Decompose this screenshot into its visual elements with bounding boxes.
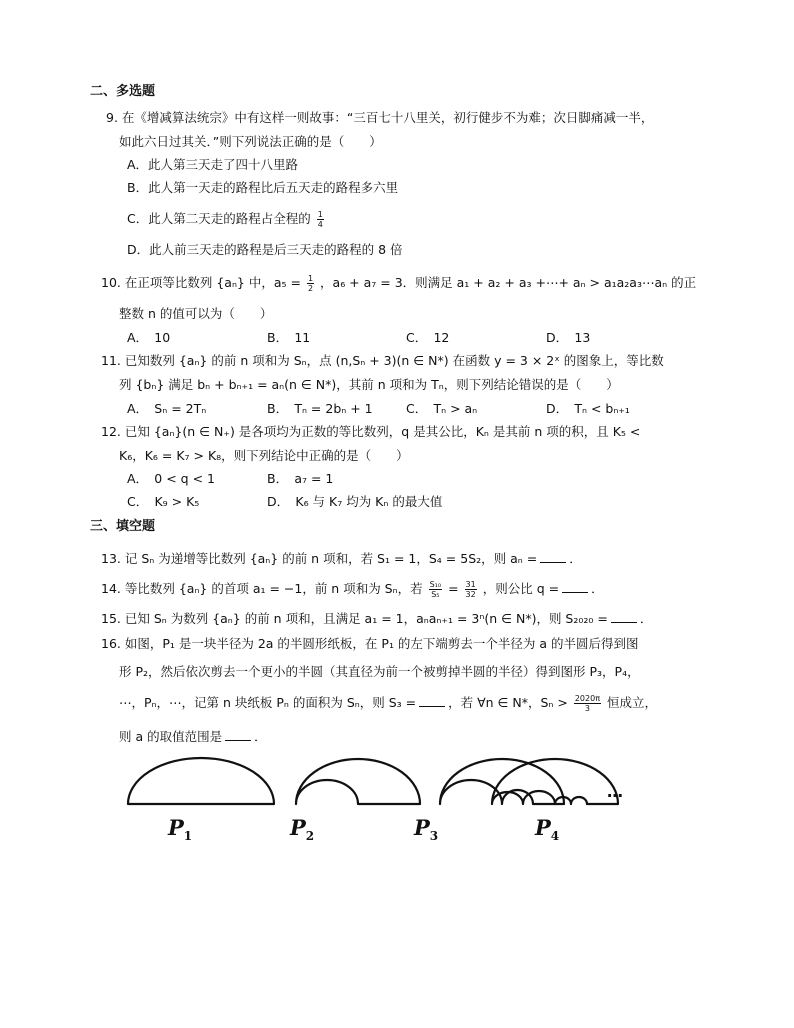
figure-ellipsis: ⋯ — [607, 786, 624, 805]
q13-text: 13. 记 Sₙ 为递增等比数列 {aₙ} 的前 n 项和，若 S₁ = 1，S₄ = 5S₂，则 aₙ = — [101, 551, 538, 566]
shape-p4-outline — [492, 759, 618, 804]
q14-text-b: ，则公比 q = — [482, 581, 560, 596]
q10-stem-line2: 整数 n 的值可以为（ ） — [119, 306, 273, 321]
q10-stem-part-b: ，a₆ + a₇ = 3．则满足 a₁ + a₂ + a₃ +⋯+ aₙ > a₁a₂a₃⋯aₙ 的正 — [320, 275, 697, 290]
q15-tail: ． — [639, 611, 653, 626]
figure-label-p2: $P_2$ — [290, 815, 315, 844]
q12-option-d: D． K₆ 与 K₇ 均为 Kₙ 的最大值 — [267, 494, 443, 509]
q16-line4-tail: ． — [254, 729, 267, 744]
q16-stem-line1: 16. 如图，P₁ 是一块半径为 2a 的半圆形纸板，在 P₁ 的左下端剪去一个半径为 a 的半圆后得到图 — [101, 636, 639, 651]
q11-option-d: D． Tₙ < bₙ₊₁ — [546, 401, 630, 416]
q11-stem-line1: 11. 已知数列 {aₙ} 的前 n 项和为 Sₙ，点 (n,Sₙ + 3)(n ∈ N*) 在函数 y = 3 × 2ˣ 的图象上，等比数 — [101, 353, 664, 368]
q16-fraction-denominator: 3 — [584, 704, 590, 713]
q15-text: 15. 已知 Sₙ 为数列 {aₙ} 的前 n 项和，且满足 a₁ = 1，aₙaₙ₊₁ = 3ⁿ(n ∈ N*)，则 S₂₀₂₀ = — [101, 611, 608, 626]
q14-fraction2-numerator: 31 — [465, 580, 476, 589]
figure-label-p4: $P_4$ — [535, 815, 560, 844]
section-heading-multiple-choice: 二、多选题 — [90, 84, 156, 99]
q12-option-a: A． 0 < q < 1 — [127, 471, 215, 486]
q14-fraction2-denominator: 32 — [465, 590, 476, 599]
q16-line3-part-b: ，若 ∀n ∈ N*，Sₙ > — [448, 695, 568, 710]
q9-option-d: D．此人前三天走的路程是后三天走的路程的 8 倍 — [127, 242, 403, 257]
q11-stem-line2: 列 {bₙ} 满足 bₙ + bₙ₊₁ = aₙ(n ∈ N*)，其前 n 项和为 Tₙ，则下列结论错误的是（ ） — [119, 377, 619, 392]
q10-option-c: C． 12 — [406, 330, 450, 345]
q13-tail: ． — [569, 551, 582, 566]
q12-stem-line2: K₆，K₆ = K₇ > K₈，则下列结论中正确的是（ ） — [119, 448, 409, 463]
q9-option-a: A．此人第三天走了四十八里路 — [127, 157, 299, 172]
q10-option-b: B． 11 — [267, 330, 311, 345]
q11-option-b: B． Tₙ = 2bₙ + 1 — [267, 401, 373, 416]
q10-stem-part-a: 10. 在正项等比数列 {aₙ} 中，a₅ = — [101, 275, 301, 290]
q16-line3-part-c: 恒成立， — [607, 695, 658, 710]
q9-option-c-text: C．此人第二天走的路程占全程的 — [127, 211, 311, 226]
q16-line3-part-a: ⋯，Pₙ，⋯，记第 n 块纸板 Pₙ 的面积为 Sₙ，则 S₃ = — [119, 695, 417, 710]
q11-option-a: A． Sₙ = 2Tₙ — [127, 401, 207, 416]
q16-line4-text: 则 a 的取值范围是 — [119, 729, 223, 744]
q10-fraction-numerator: 1 — [307, 274, 314, 283]
q14-text-a: 14. 等比数列 {aₙ} 的首项 a₁ = −1，前 n 项和为 Sₙ，若 — [101, 581, 423, 596]
q9-stem-line2: 如此六日过其关．”则下列说法正确的是（ ） — [119, 134, 382, 149]
q10-fraction-denominator: 2 — [307, 284, 314, 293]
q16-fraction-numerator: 2020π — [574, 694, 601, 703]
figure-label-p1: $P_1$ — [168, 815, 193, 844]
q9-option-b: B．此人第一天走的路程比后五天走的路程多六里 — [127, 180, 399, 195]
q9-fraction-denominator: 4 — [317, 220, 323, 229]
q9-fraction-numerator: 1 — [317, 210, 323, 219]
section-heading-fill-in: 三、填空题 — [90, 519, 156, 534]
q10-option-a: A． 10 — [127, 330, 171, 345]
q11-option-c: C． Tₙ > aₙ — [406, 401, 478, 416]
q14-tail: ． — [591, 581, 604, 596]
q9-stem-line1: 9. 在《增减算法统宗》中有这样一则故事：“三百七十八里关，初行健步不为难；次日脚痛减一半， — [106, 110, 654, 125]
q12-option-c: C． K₉ > K₅ — [127, 494, 200, 509]
figure-label-p3: $P_3$ — [414, 815, 439, 844]
q14-fraction1-numerator: S₁₀ — [429, 580, 442, 589]
q14-equals: = — [448, 581, 459, 596]
q12-stem-line1: 12. 已知 {aₙ}(n ∈ N₊) 是各项均为正数的等比数列，q 是其公比，Kₙ 是其前 n 项的积，且 K₅ < — [101, 424, 641, 439]
q12-option-b: B． a₇ = 1 — [267, 471, 334, 486]
q14-fraction1-denominator: S₅ — [431, 590, 440, 599]
q16-stem-line2: 形 P₂，然后依次剪去一个更小的半圆（其直径为前一个被剪掉半圆的半径）得到图形 P₃，P₄， — [119, 664, 640, 679]
q10-option-d: D． 13 — [546, 330, 591, 345]
